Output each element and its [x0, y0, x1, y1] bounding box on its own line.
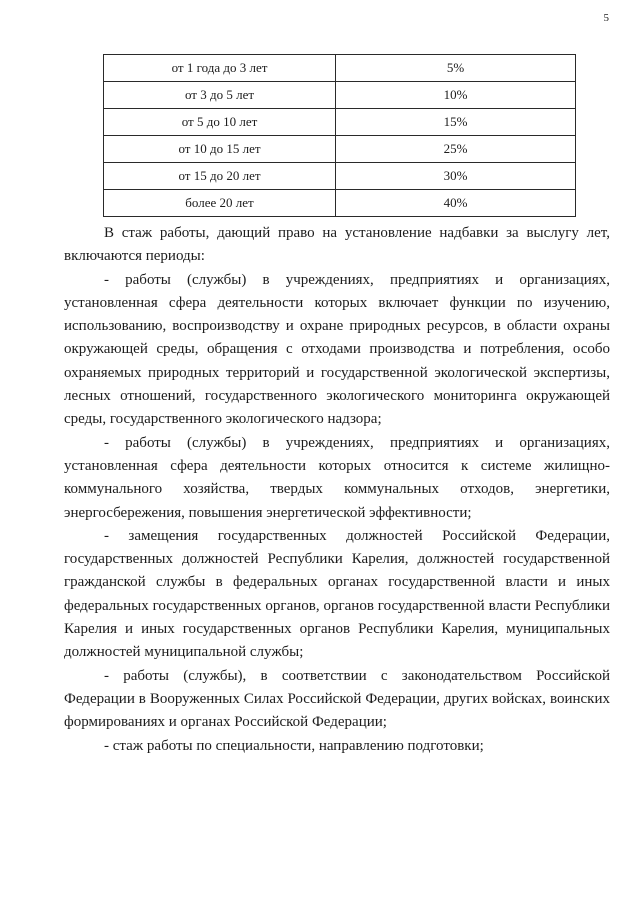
table-row	[104, 163, 576, 190]
page-number: 5	[603, 12, 609, 24]
table-row	[104, 109, 576, 136]
table-cell-rate: 40%	[336, 190, 576, 217]
table-cell-period: более 20 лет	[104, 190, 336, 217]
table-cell-rate: 25%	[336, 136, 576, 163]
intro-paragraph: В стаж работы, дающий право на установление надбавки за выслугу лет, включаются периоды:	[64, 225, 610, 265]
table-row	[104, 190, 576, 217]
table-cell-rate: 30%	[336, 163, 576, 190]
list-item: - работы (службы) в учреждениях, предприятиях и организациях, установленная сфера деятельности которых относится к системе жилищно-коммунального хозяйства, твердых коммунальных отходов, энергетики, энергосбережения, повышения энергетической эффективности;	[64, 434, 610, 521]
table-row	[104, 136, 576, 163]
table-cell-period: от 15 до 20 лет	[104, 163, 336, 190]
table-cell-period: от 1 года до 3 лет	[104, 55, 336, 82]
table-cell-period: от 3 до 5 лет	[104, 82, 336, 109]
document-body	[64, 222, 610, 758]
allowance-table	[103, 54, 576, 217]
table-cell-period: от 5 до 10 лет	[104, 109, 336, 136]
table-cell-period: от 10 до 15 лет	[104, 136, 336, 163]
table-cell-rate: 10%	[336, 82, 576, 109]
list-item: - замещения государственных должностей Российской Федерации, государственных должностей Республики Карелия, должностей государственной гражданской службы в федеральных органах государственной власти и иных федеральных государственных органов, органов государственной власти Республики Карелия и иных государственных органов Республики Карелия, муниципальных должностей муниципальной службы;	[64, 527, 610, 661]
table-row	[104, 82, 576, 109]
list-item: - работы (службы) в учреждениях, предприятиях и организациях, установленная сфера деятельности которых включает функции по изучению, использованию, воспроизводству и охране природных ресурсов, в области охраны окружающей среды, обращения с отходами производства и потребления, особо охраняемых природных территорий и государственной экологической экспертизы, лесных отношений, государственного экологического мониторинга окружающей среды, государственного экологического надзора;	[64, 271, 610, 428]
list-item: - работы (службы), в соответствии с законодательством Российской Федерации в Вооруженных Силах Российской Федерации, других войсках, воинских формированиях и органах Российской Федерации;	[64, 667, 610, 731]
table-row	[104, 55, 576, 82]
table-cell-rate: 15%	[336, 109, 576, 136]
table-cell-rate: 5%	[336, 55, 576, 82]
list-item: - стаж работы по специальности, направлению подготовки;	[104, 737, 484, 754]
